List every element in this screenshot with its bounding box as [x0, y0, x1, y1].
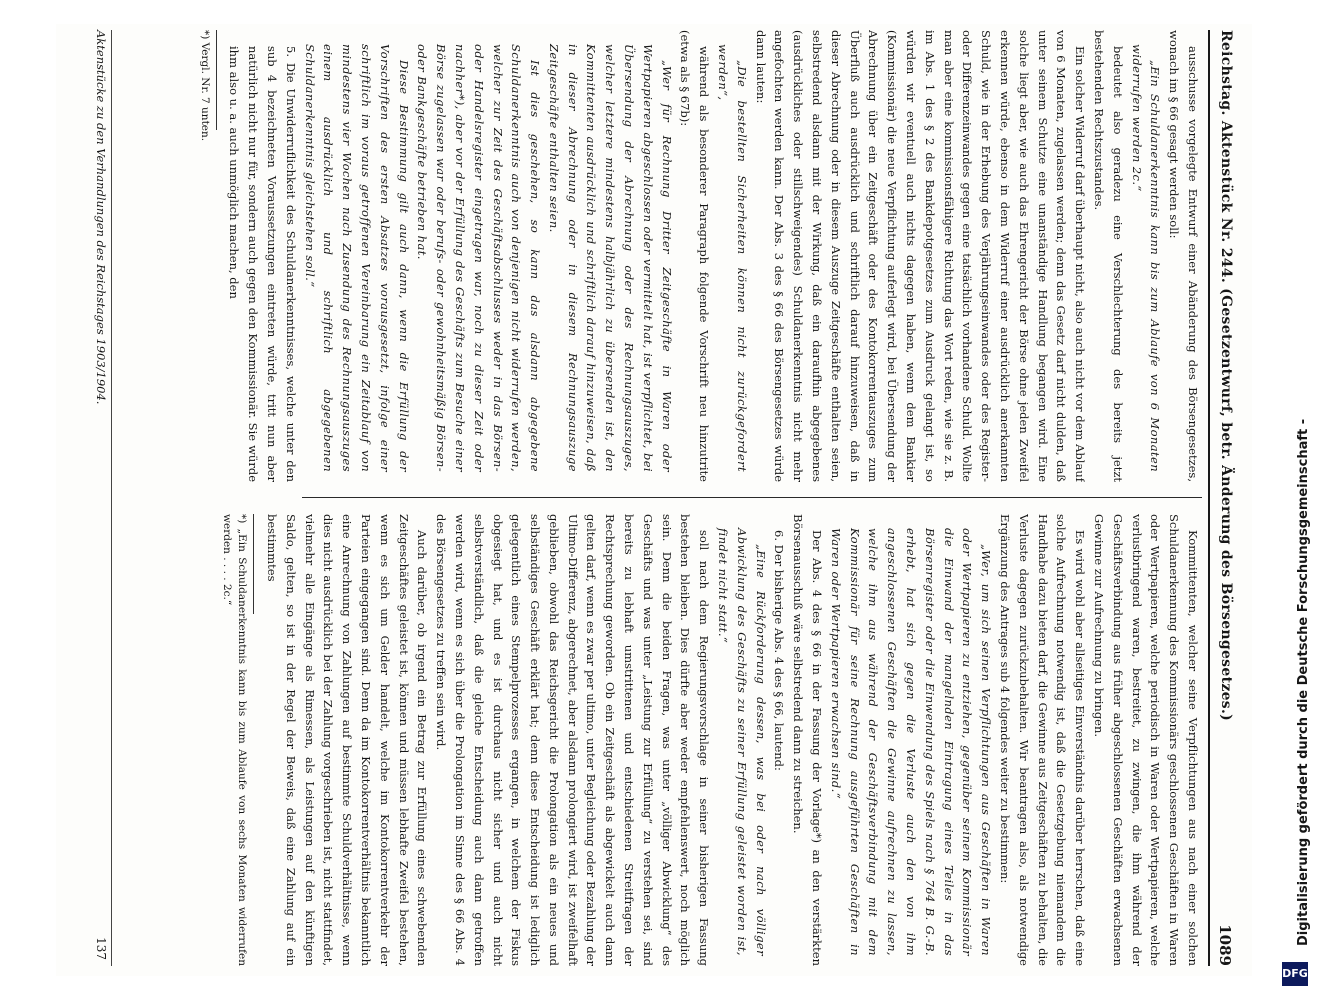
page-header — [1210, 30, 1236, 966]
paragraph: Es wird wohl aber allseitiges Einverständnis darüber herrschen, daß eine solche Aufrechnung notwendig ist, daß die Gesetzgebung niemandem die Handhabe dazu bieten darf, die Gewinne aus Zeitgeschäften zu behalten, die Verluste dagegen zurückzubehalten. Wir beantragen also, als notwendige Ergänzung des Antrages sub 4 folgendes weiter zu bestimmen: — [998, 514, 1088, 966]
quotation: „Ein Schuldanerkenntnis kann bis zum Ablaufe von 6 Monaten widerrufen werden 2c.“ — [1129, 44, 1163, 472]
paragraph: ausschusse vorgelegte Entwurf einer Abänderung des Börsengesetzes, wonach im § 66 gesagt werden soll: — [1167, 30, 1200, 482]
footer-page-number: 137 — [94, 937, 108, 960]
quotation: Ist dies geschehen, so kann das alsdann abgegebene Schuldanerkenntnis auch von denjenigen nicht widerrufen werden, welcher zur Zeit des Geschäftsabschlusses weder in das Börsen- oder Handelsregister eingetragen war, noch zu dieser Zeit oder nachher*), aber vor der Erfüllung des Geschäfts zum Besuche einer Börse zugelassen war oder berufs- oder gewohnheitsmäßig Börsen- oder Bankgeschäfte betrieben hat. — [415, 44, 543, 472]
numbered-item: 5. Die Unwiderruflichkeit des Schuldanerkenntnisses, welche unter den sub 4 bezeichneten Voraussetzungen eintreten würde, tritt nun aber natürlich nicht nur für, sondern auch gegen den Kommissionär. Sie würde ihm also u. a. auch unmöglich machen, den — [227, 46, 298, 482]
digitization-credit: Digitalisierung gefördert durch die Deutsche Forschungsgemeinschaft - — [1296, 418, 1311, 946]
footer-source: Aktenstücke zu den Verhandlungen des Reichstages 1903/1904. — [94, 30, 108, 405]
page-content — [66, 30, 1236, 966]
document-page — [56, 24, 1252, 976]
digitization-credit-strip — [1270, 6, 1310, 996]
right-column — [122, 514, 1202, 966]
paragraph: soll nach dem Regierungsvorschlage in seiner bisherigen Fassung bestehen bleiben. Dies dürfte aber weder empfehlenswert, noch möglich sein. Denn die beiden Fragen, was unter „völliger Abwicklung“ des Geschäfts und was unter „Leistung zur Erfüllung“ zu verstehen sei, sind bereits zu lebhaft umstrittenen und entschiedenen Streitfragen der Rechtsprechung geworden. Ob ein Zeitgeschäft als abgewickelt auch dann gelten darf, wenn es zwar per ultimo, unter Begleichung oder Bezahlung der Ultimo-Differenz, abgerechnet, aber alsdann prolongiert wird, ist zweifelhaft geblieben, obwohl das Reichsgericht die Prolongation als ein neues und selbständiges Geschäft erklärt hat; denn diese Entscheidung ist lediglich gelegentlich eines Stempelprozesses ergangen, in welchem der Fiskus obgesiegt hat, und es ist durchaus nicht sicher und auch nicht selbstverständlich, daß die gleiche Entscheidung auch dann getroffen werden wird, wenn es sich über die Prolongation im Sinne des § 66 Abs. 4 des Börsengesetzes zu treffen sein wird. — [434, 514, 712, 966]
quotation: „Eine Rückforderung dessen, was bei oder nach völliger Abwicklung des Geschäfts zu seiner Erfüllung geleistet worden ist, findet nicht statt.“ — [716, 528, 768, 956]
page-number: 1089 — [1216, 924, 1234, 966]
left-column — [122, 30, 1202, 482]
footnote: *) „Ein Schuldanerkenntnis kann bis zum Ablaufe von sechs Monaten widerrufen werden . . . . 2c.“ — [221, 514, 249, 966]
paragraph: bedeutet also geradezu eine Verschlechterung des bereits jetzt bestehenden Rechtszustandes. — [1092, 30, 1125, 482]
footnote-rule — [216, 30, 217, 130]
footnote: *) Vergl. Nr. 7 unten. — [198, 30, 211, 142]
quotation: Diese Bestimmung gilt auch dann, wenn die Erfüllung der Vorschriften des ersten Absatzes vorausgesetzt, infolge einer schriftlich im voraus getroffenen Vereinbarung ein Zeitablauf von mindestens vier Wochen nach Zusendung des Rechnungsauszuges einem ausdrücklich und schriftlich abgegebenen Schuldanerkenntnis gleichstehen soll.“ — [302, 44, 411, 472]
footer-rule — [111, 30, 112, 966]
footnote-rule — [253, 514, 254, 614]
quotation: „Die bestellten Sicherheiten können nicht zurückgefordert werden“, — [716, 44, 749, 472]
paragraph: Auch darüber, ob irgend ein Betrag zur Erfüllung eines schwebenden Zeitgeschäftes geleistet ist, können und müssen lebhafte Zweifel bestehen, wenn es sich um Gelder handelt, welche im Kontokorrentverkehr der Parteien eingegangen sind. Denn da im Kontokorrentverhältnis bekanntlich eine Anrechnung von Zahlungen auf bestimmte Schuldverhältnisse, wenn dies nicht ausdrücklich bei der Zahlung vorgeschrieben ist, nicht stattfindet, vielmehr alle Eingänge als Rimessen, als Leistungen auf den künftigen Saldo, gelten, so ist in der Regel der Beweis, daß eine Zahlung auf ein bestimmtes — [264, 514, 430, 966]
paragraph: während als besonderer Paragraph folgende Vorschrift neu hinzutrite (etwa als § 67b): — [678, 30, 712, 482]
quotation: „Wer, um sich seinen Verpflichtungen aus Geschäften in Waren oder Wertpapieren zu entziehen, gegenüber seinem Kommissionär die Einwand der mangelnden Eintragung eines Teiles in das Börsenregister oder die Einwendung des Spiels nach § 764 B. G.-B. erhebt, hat sich gegen die Verluste auch den von ihm angeschlossenen Geschäften die Gewinne aufrechnen zu lassen, welche ihm aus während der Geschäftsverbindung mit dem Kommissionär für seine Rechnung ausgeführten Geschäften in Waren oder Wertpapieren erwachsen sind.“ — [828, 528, 994, 956]
column-divider — [302, 497, 1202, 498]
dfg-logo: DFG — [1282, 962, 1308, 986]
numbered-item: 6. Der bisherige Abs. 4 des § 66, lautend: — [772, 530, 787, 771]
paragraph: Ein solcher Widerruf darf überhaupt nicht, also auch nicht vor dem Ablauf von 6 Monaten, zugelassen werden; denn das Gesetz darf nicht dulden, daß unter seinem Schutze eine unanständige Handlung begangen wird. Eine solche liegt aber, wie auch das Ehrengericht der Börse ohne jeden Zweifel erkennen würde, ebenso in dem Widerruf einer ausdrücklich anerkannten Schuld, wie in der Erhebung des Verjährungseinwandes oder des Register- oder Differenzeinwandes gegen eine tatsächlich vorhandene Schuld. Wollte man aber eine kommissionsfähigere Richtung das Wort reden, wie sie z. B. im Abs. 1 des § 2 des Bankdepotgesetzes zum Ausdruck gelangt ist, so würden wir eventuell auch nichts dagegen haben, wenn dem Bankier (Kommissionär) die neue Verpflichtung auferlegt wird, bei Übersendung der Abrechnung über ein Zeitgeschäft oder des Kontokorrentauszuges zum Überfluß auch ausdrücklich und schriftlich darauf hinzuweisen, daß in dieser Abrechnung oder in diesem Auszuge Zeitgeschäfte enthalten seien, selbstredend alsdann mit der Wirkung, daß ein daraufhin abgegebenes (ausdrückliches oder stillschweigendes) Schuldanerkenntnis nicht mehr angefochten werden kann. Der Abs. 3 des § 66 des Börsengesetzes würde dann lauten: — [753, 30, 1088, 482]
header-rule — [1208, 30, 1210, 966]
quotation: „Wer für Rechnung Dritter Zeitgeschäfte in Waren oder Wertpapieren abgeschlossen oder vermittelt hat, ist verpflichtet, bei Übersendung der Abrechnung oder des Rechnungsauszuges, welcher letztere mindestens halbjährlich zu übersenden ist, den Kommittenten ausdrücklich und schriftlich darauf hinzuweisen, daß in dieser Abrechnung oder in diesem Rechnungsauszuge Zeitgeschäfte enthalten seien. — [546, 44, 674, 472]
running-title: Reichstag. Aktenstück Nr. 244. (Gesetzentwurf, betr. Änderung des Börsengesetzes.) — [1218, 30, 1234, 722]
paragraph: Kommittenten, welcher seine Verpflichtungen aus nach einer solchen Schuldanerkennung des Kommissionärs geschlossenen Geschäften in Waren oder Wertpapieren, welche periodisch in Waren oder Wertpapieren, welche verlustbringend waren, bestreitet, zu zwingen, die ihm während der Geschäftsverbindung aus früher abgeschlossenen Geschäften erwachsenen Gewinne zur Aufrechnung zu bringen. — [1092, 514, 1200, 966]
paragraph: Der Abs. 4 des § 66 in der Fassung der Vorlage*) an den verstärkten Börsenausschuß wäre selbstredend dann zu streichen. — [791, 514, 825, 966]
